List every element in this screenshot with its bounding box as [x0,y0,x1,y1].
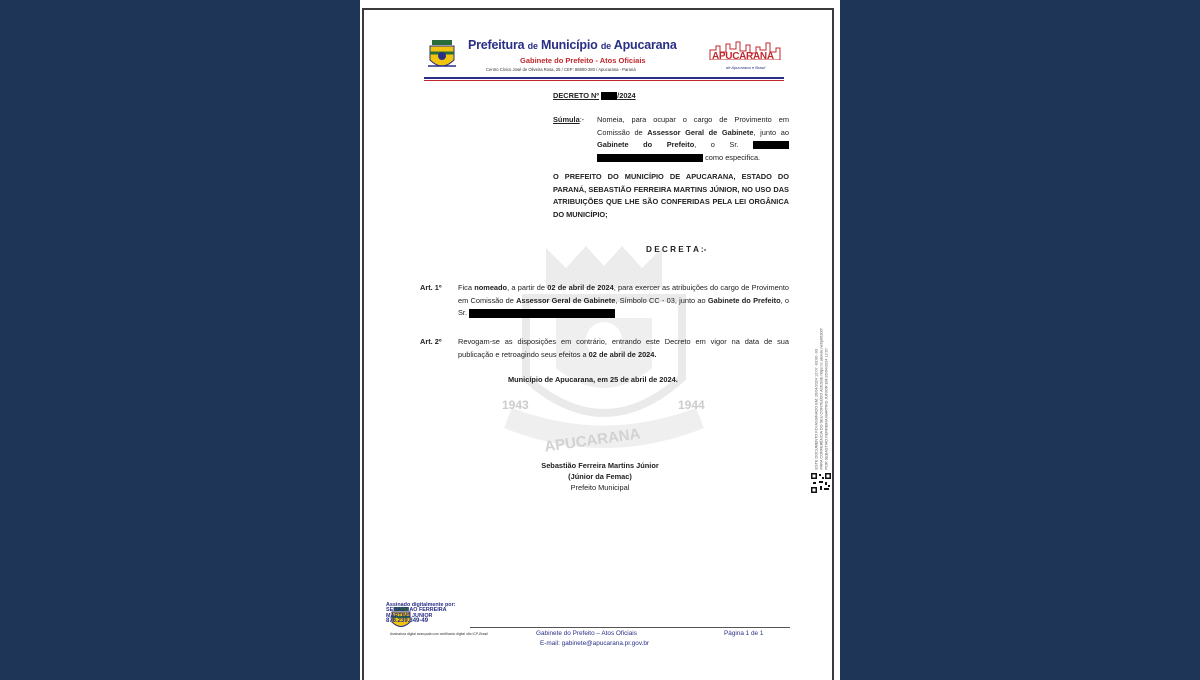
logo-tagline: de Apucarana e Brasil [726,65,766,70]
art1-text-part: Fica [458,283,472,292]
logo-text: APUCARANA [712,51,774,62]
municipal-crest-icon [426,38,458,74]
digital-sig-line: Assinado digitalmente por: [386,602,456,608]
signer-nickname: (Júnior da Femac) [568,472,632,481]
redaction-bar [601,92,617,100]
art1-text [458,282,789,320]
art1-text-part: , para exercer as atribuições do cargo de Provimento em Comissão de [458,283,789,305]
footer-office: Gabinete do Prefeito – Atos Oficiais [536,630,637,637]
sumula-text [597,114,789,164]
sumula-text-part: , junto ao [753,127,789,137]
signer-role: Prefeito Municipal [570,483,630,492]
sumula-label [553,114,584,127]
art1-role: Assessor Geral de Gabinete [516,295,616,305]
decree-number [553,90,636,103]
art1-nomeado: nomeado [474,283,508,292]
digital-sig-line: 876.239.349-49 [386,618,429,625]
sumula-role: Assessor Geral de Gabinete [647,127,754,137]
decree-number-suffix: /2024 [617,91,636,100]
header-divider-red [424,80,784,81]
sumula-text-part: , o Sr. [694,140,739,150]
sumula-text-part: Nomeia, para ocupar o cargo de Provimento em Comissão de [597,115,789,137]
side-verification-text [812,232,830,472]
sumula-label-text: Súmula [553,115,580,124]
redaction-bar [469,309,615,318]
header-subtitle: Gabinete do Prefeito - Atos Oficiais [520,56,646,65]
side-text-line: ESTE DOCUMENTO FOI ASSINADO EM: 26/04/2024 12:07 -03:00 -03 [814,349,819,470]
document-page [360,0,840,680]
header-address: Centro Cívico José de Oliveira Rosa, 25 / CEP: 86800-280 / Apucarana - Paraná [486,67,636,72]
digital-sig-line: SEBASTIAO FERREIRA [386,607,447,614]
art1-text-part: , o Sr. [458,295,790,318]
art2-text [458,336,789,361]
art1-text-part: , a partir de [507,283,546,292]
digital-sig-line: MARTINS JUNIOR [386,612,433,619]
art1-date: 02 de abril de 2024 [547,283,614,292]
header-title-word: Município [541,38,598,52]
art2-date: 02 de abril de 2024. [588,349,657,359]
header-title-word: Prefeitura [468,38,525,52]
art2-text-part: Revogam-se as disposições em contrário, entrando este Decreto em vigor na data de sua publicação e retroagindo seus efeitos a [458,337,789,359]
redaction-bar [597,154,703,162]
header-divider [424,77,784,79]
footer-email: E-mail: gabinete@apucarana.pr.gov.br [540,640,650,647]
signature-block [500,460,700,493]
watermark-year-left: 1943 [502,398,529,412]
digital-signature-note: Assinatura digital avançada com certificado digital não ICP-Brasil [390,632,488,636]
place-date: Município de Apucarana, em 25 de abril de 2024. [508,375,678,384]
header-title-word: de [600,41,611,51]
redaction-bar [753,141,789,149]
sumula-text-part: como especifica. [705,152,761,162]
header-title-word: Apucarana [613,38,677,52]
header-title [468,38,677,52]
decree-number-prefix: DECRETO Nº [553,91,600,100]
qr-code-icon[interactable] [810,472,832,494]
art1-office: Gabinete do Prefeito [707,295,781,305]
art1-label: Art. 1º [420,283,442,292]
footer-divider [470,627,790,628]
side-text-line: PARA CONFERÊNCIA DO SEU CONTEÚDO ACESSE https://c.atende.net/p662b0f [819,328,824,470]
sumula-office: Gabinete do Prefeito [597,140,695,150]
art1-text-part: , Símbolo CC - 03, junto ao [615,295,706,305]
decreta-heading: D E C R E T A :- [646,245,707,254]
side-text-line: POR SEBASTIAO FERREIRA MARTINS JUNIOR EM 26/04/2024 12:07 [824,348,829,470]
sumula-separator: :- [579,115,585,124]
header-title-word: de [527,41,538,51]
signer-name: Sebastião Ferreira Martins Júnior [541,461,659,470]
preamble: O PREFEITO DO MUNICÍPIO DE APUCARANA, ESTADO DO PARANÁ, SEBASTIÃO FERREIRA MARTINS JÚNIOR, NO USO DAS ATRIBUIÇÕES QUE LHE SÃO CONFERIDAS PELA LEI ORGÂNICA DO MUNICÍPIO; [553,172,789,219]
digital-signature-info [386,603,456,625]
art2-label: Art. 2º [420,337,442,346]
watermark-banner: APUCARANA [543,425,642,456]
footer-page: Página 1 de 1 [724,630,764,637]
apucarana-logo [706,40,786,76]
watermark-year-right: 1944 [678,398,705,412]
